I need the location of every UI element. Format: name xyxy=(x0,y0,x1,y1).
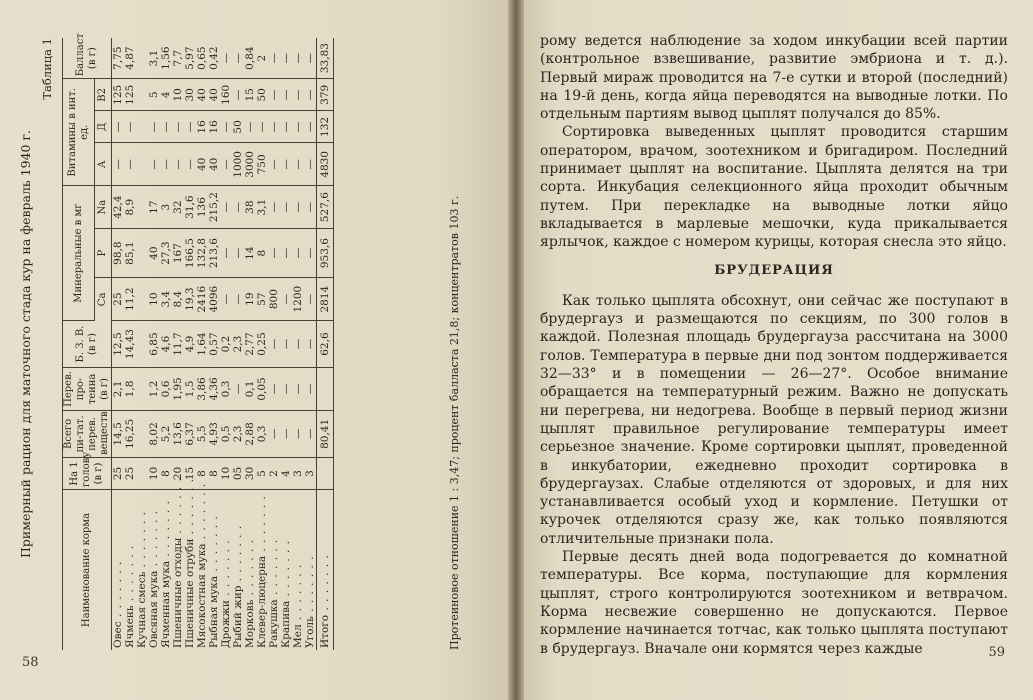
table-cell: 14,5 xyxy=(112,410,125,457)
table-cell: — xyxy=(304,38,317,79)
table-cell: — xyxy=(232,368,244,411)
table-cell: 379 xyxy=(317,79,334,111)
table-cell: 8,9 xyxy=(124,186,136,229)
feed-name: Дрожжи xyxy=(220,600,232,648)
table-cell: 40 xyxy=(208,143,220,186)
table-total-row xyxy=(317,38,334,650)
table-cell: 1,95 xyxy=(172,368,184,411)
table-cell: 16 xyxy=(196,111,208,143)
table-cell: 10 xyxy=(148,457,160,489)
table-row xyxy=(292,38,304,650)
table-cell: 5 xyxy=(256,457,268,489)
table-cell: 0,65 xyxy=(196,38,208,79)
table-cell: 2,88 xyxy=(244,410,256,457)
table-cell: 166,5 xyxy=(184,229,196,278)
leader-dots: . . . . . . . xyxy=(268,538,280,600)
table-cell: 4,9 xyxy=(184,321,196,368)
feed-name-cell xyxy=(184,477,196,650)
table-cell: 85,1 xyxy=(124,229,136,278)
table-cell: — xyxy=(304,278,317,321)
table-cell: — xyxy=(184,111,196,143)
table-cell: — xyxy=(220,278,232,321)
table-cell xyxy=(317,457,334,489)
header-vit-b2: В2 xyxy=(95,79,112,111)
table-cell: 4,36 xyxy=(208,368,220,411)
leader-dots: . . . . . . . xyxy=(172,477,184,538)
table-cell: 5,2 xyxy=(160,410,172,457)
feed-name: Мясокостная мука xyxy=(196,543,208,648)
feed-name: Мел xyxy=(292,624,304,648)
table-cell: 80,41 xyxy=(317,410,334,457)
leader-dots: . . . . . . . xyxy=(319,554,331,615)
table-cell: 0,3 xyxy=(220,368,232,411)
paragraph-4: Первые десять дней вода подогревается до комнатной температуры. Все корма, поступающие для кормления цыплят, строго контролируются зоотехником и ветврачом. Корма несвежие совершенно не допускаются. Первое кормление начинается тотчас, как только цыплята поступают в брудергауз. Вначале они кормятся через каждые xyxy=(540,549,1008,657)
table-cell: 2 xyxy=(256,38,268,79)
feed-name-cell xyxy=(220,490,232,650)
table-cell: 0,25 xyxy=(256,321,268,368)
table-cell: — xyxy=(304,410,317,457)
leader-dots: . . . . . . . xyxy=(112,560,124,622)
table-cell: — xyxy=(268,410,280,457)
table-cell: — xyxy=(268,321,280,368)
table-cell: — xyxy=(280,38,292,79)
paragraph-2: Сортировка выведенных цыплят проводится старшим оператором, врачом, зоотехником и бригадиром. Последний принимает цыплят на воспитание. Цыплята делятся на три сорта. Инкубация селекционного яйца проходит обычным путем. При перекладке на выводные лотки яйцо вкладывается в марлевые мешочки, куда прикалывается ярлычок, каждое с номером курицы, которая снесла это яйцо. xyxy=(540,124,1008,251)
table-cell: 10 xyxy=(148,278,160,321)
table-cell xyxy=(136,410,148,457)
feed-name-cell xyxy=(196,482,208,650)
header-vitamins: Витамины в инт. ед. xyxy=(63,79,95,186)
table-cell: 4 xyxy=(280,457,292,489)
table-cell: — xyxy=(112,143,125,186)
table-cell: 3,1 xyxy=(256,186,268,229)
table-cell: — xyxy=(124,111,136,143)
table-cell: 98,8 xyxy=(112,229,125,278)
feed-name: Ячмень xyxy=(124,605,136,648)
leader-dots: . . . . . . . xyxy=(232,524,244,586)
table-cell: — xyxy=(268,368,280,411)
feed-name: Клевер-люцерна xyxy=(256,555,268,648)
table-cell: 12,5 xyxy=(112,321,125,368)
table-cell: 1,8 xyxy=(124,368,136,411)
feed-name: Ячменная мука xyxy=(160,560,172,648)
table-cell: 11,7 xyxy=(172,321,184,368)
table-cell: 3,1 xyxy=(148,38,160,79)
feed-name-cell xyxy=(160,490,172,650)
table-cell: — xyxy=(244,111,256,143)
table-cell: 50 xyxy=(256,79,268,111)
table-cell: 8,02 xyxy=(148,410,160,457)
table-cell: 15 xyxy=(244,79,256,111)
table-cell: 42,4 xyxy=(112,186,125,229)
leader-dots: . . . . . . . xyxy=(292,563,304,625)
leader-dots: . . . . . . . xyxy=(208,515,220,576)
table-row xyxy=(196,38,208,650)
table-cell: 136 xyxy=(196,186,208,229)
table-cell: 1,64 xyxy=(196,321,208,368)
table-cell: 40 xyxy=(208,79,220,111)
table-cell: 750 xyxy=(256,143,268,186)
table-cell: 10 xyxy=(172,79,184,111)
table-cell: 14 xyxy=(244,229,256,278)
table-row xyxy=(136,38,148,650)
header-minerals: Минеральные в мг xyxy=(63,186,95,321)
table-cell: 160 xyxy=(220,79,232,111)
header-bvv: Б. З. В. (в г) xyxy=(63,321,112,368)
table-cell xyxy=(136,368,148,411)
table-cell: — xyxy=(304,321,317,368)
feed-name-cell xyxy=(256,490,268,650)
table-row xyxy=(256,38,268,650)
leader-dots: . . . . . . . xyxy=(196,482,208,544)
leader-dots: . . . . . . . xyxy=(124,544,136,606)
table-cell: 2,1 xyxy=(112,368,125,411)
table-cell: — xyxy=(172,111,184,143)
table-cell: 16 xyxy=(208,111,220,143)
table-cell: — xyxy=(292,79,304,111)
table-cell xyxy=(136,457,148,489)
table-cell: 953,6 xyxy=(317,229,334,278)
header-ballast: Балласт (в г) xyxy=(63,38,112,79)
table-cell: 215,2 xyxy=(208,186,220,229)
feed-name: Пшеничные отруби xyxy=(184,538,196,648)
table-cell: 2 xyxy=(268,457,280,489)
table-cell: 800 xyxy=(268,278,280,321)
table-cell: 05 xyxy=(232,457,244,489)
table-cell: 57 xyxy=(256,278,268,321)
table-row xyxy=(232,38,244,650)
table-cell: — xyxy=(256,111,268,143)
feed-name-cell xyxy=(208,490,220,650)
table-cell: 8 xyxy=(160,457,172,489)
table-cell: — xyxy=(220,143,232,186)
table-cell: 0,05 xyxy=(256,368,268,411)
feed-name: Крапива xyxy=(280,600,292,648)
header-per-head: На 1 голову (в г) xyxy=(63,457,112,489)
table-cell: — xyxy=(232,229,244,278)
leader-dots: . . . . . . . xyxy=(160,500,172,561)
feed-name: Овсяная мука xyxy=(148,570,160,648)
table-cell xyxy=(136,143,148,186)
leader-dots: . . . . . . . xyxy=(256,495,268,556)
table-cell: — xyxy=(292,321,304,368)
table-cell: 19,3 xyxy=(184,278,196,321)
table-cell: 3 xyxy=(304,457,317,489)
table-cell: 2,3 xyxy=(232,321,244,368)
table-cell: 1,56 xyxy=(160,38,172,79)
table-cell: 0,2 xyxy=(220,321,232,368)
table-row xyxy=(172,38,184,650)
feed-name-cell xyxy=(136,490,148,650)
table-row xyxy=(304,38,317,650)
table-row xyxy=(244,38,256,650)
table-cell: 7,75 xyxy=(112,38,125,79)
feed-name-cell xyxy=(280,490,292,650)
table-cell: 1200 xyxy=(292,278,304,321)
ration-table xyxy=(62,33,334,650)
table-cell: 40 xyxy=(148,229,160,278)
table-row xyxy=(112,38,125,650)
table-cell: — xyxy=(268,229,280,278)
table-cell: 0,3 xyxy=(256,410,268,457)
table-cell: 27,3 xyxy=(160,229,172,278)
table-row xyxy=(208,38,220,650)
table-cell: 125 xyxy=(112,79,125,111)
table-cell: — xyxy=(160,143,172,186)
table-cell: — xyxy=(292,143,304,186)
header-feed-name: Наименование корма xyxy=(63,490,112,650)
table-cell: 2,77 xyxy=(244,321,256,368)
table-cell: — xyxy=(292,229,304,278)
feed-name-cell xyxy=(292,490,304,650)
table-cell: 1000 xyxy=(232,143,244,186)
feed-name-cell xyxy=(112,490,125,650)
table-cell: 25 xyxy=(112,457,125,489)
table-row xyxy=(160,38,172,650)
feed-name: Рыбная мука xyxy=(208,575,220,648)
table-cell: 8 xyxy=(196,457,208,489)
table-cell: — xyxy=(268,111,280,143)
table-cell: — xyxy=(280,368,292,411)
feed-name: Пшеничные отходы xyxy=(172,537,184,648)
table-cell: 50 xyxy=(232,111,244,143)
table-cell: 4,93 xyxy=(208,410,220,457)
section-heading: БРУДЕРАЦИЯ xyxy=(714,262,834,278)
table-cell: 25 xyxy=(124,457,136,489)
table-cell: 15 xyxy=(184,457,196,489)
table-cell: — xyxy=(220,111,232,143)
table-cell: 14,43 xyxy=(124,321,136,368)
table-row xyxy=(124,38,136,650)
page-number-left: 58 xyxy=(22,655,39,670)
table-cell: 25 xyxy=(112,278,125,321)
table-footnote: Протеиновое отношение 1 : 3,47; процент балласта 21,8; концентратов 103 г. xyxy=(448,195,461,650)
feed-name: Итого xyxy=(319,614,331,648)
table-cell: 16,25 xyxy=(124,410,136,457)
table-cell: 3,4 xyxy=(160,278,172,321)
leader-dots: . . . . . . . xyxy=(136,510,148,572)
table-cell: — xyxy=(292,368,304,411)
feed-name-cell xyxy=(304,490,317,650)
feed-name: Уголь xyxy=(304,616,316,648)
rotated-table-block xyxy=(18,33,473,650)
leader-dots: . . . . . . . xyxy=(304,555,316,617)
feed-name-cell xyxy=(148,490,160,650)
table-cell: 0,1 xyxy=(244,368,256,411)
table-cell: — xyxy=(124,143,136,186)
table-cell: 8 xyxy=(208,457,220,489)
header-vit-d: Д xyxy=(95,111,112,143)
paragraph-1: рому ведется наблюдение за ходом инкубации всей партии (контрольное взвешивание, развитие эмбриона и т. д.). Первый мираж проводится на 7-е сутки и второй (последний) на 19-й день, когда яйца переводятся на выводные лотки. По отдельным партиям вывод цыплят получался до 85%. xyxy=(540,33,1008,123)
table-cell: 8,4 xyxy=(172,278,184,321)
table-cell: 17 xyxy=(148,186,160,229)
feed-name: Кучная смесь xyxy=(136,571,148,648)
header-na: Na xyxy=(95,186,112,229)
table-cell xyxy=(136,38,148,79)
table-cell: — xyxy=(304,229,317,278)
feed-name-cell xyxy=(268,490,280,650)
table-row xyxy=(268,38,280,650)
table-cell: — xyxy=(292,38,304,79)
table-cell: — xyxy=(160,111,172,143)
table-cell: 31,6 xyxy=(184,186,196,229)
table-cell: 20 xyxy=(172,457,184,489)
feed-name-cell xyxy=(232,490,244,650)
table-cell: — xyxy=(148,111,160,143)
table-cell xyxy=(317,368,334,411)
table-cell: 4,87 xyxy=(124,38,136,79)
table-cell: 7,7 xyxy=(172,38,184,79)
table-cell: 0,84 xyxy=(244,38,256,79)
feed-name: Овес xyxy=(112,621,124,648)
table-cell xyxy=(136,321,148,368)
table-cell: — xyxy=(292,111,304,143)
table-cell: 3000 xyxy=(244,143,256,186)
table-cell: 40 xyxy=(196,143,208,186)
paragraph-3: Как только цыплята обсохнут, они сейчас же поступают в брудергауз и размещаются по секциям, по 300 голов в каждой. Полезная площадь брудергауза рассчитана на 3000 голов. Температура в первые дни под зонтом поддерживается 32—33° и в помещении — 26—27°. Особое внимание обращается на температурный режим. Важно не допускать ни перегрева, ни недогрева. Вообще в первый период жизни цыплят правильное регулирование температуры имеет серьезное значение. Кроме сортировки цыплят, проведенной в инкубатории, ежедневно проходит сортировка в брудергаузах. Слабые отделяются от здоровых, и для них устанавливается особый уход и кормление. Петушки от курочек отделяются сразу же, как только появляются отличительные признаки пола. xyxy=(540,292,1008,547)
book-gutter xyxy=(508,0,524,700)
feed-name-cell xyxy=(124,490,136,650)
table-cell: 5,5 xyxy=(196,410,208,457)
header-vit-a: А xyxy=(95,143,112,186)
table-cell: — xyxy=(280,229,292,278)
table-cell: 8 xyxy=(256,229,268,278)
table-cell: 0,5 xyxy=(220,410,232,457)
table-cell: — xyxy=(232,278,244,321)
table-row xyxy=(220,38,232,650)
table-cell: 4 xyxy=(160,79,172,111)
leader-dots: . . . . . . . xyxy=(184,477,196,539)
table-cell xyxy=(136,79,148,111)
table-cell: 2814 xyxy=(317,278,334,321)
table-cell: — xyxy=(304,111,317,143)
table-cell xyxy=(136,186,148,229)
table-cell: 0,42 xyxy=(208,38,220,79)
table-cell: 125 xyxy=(124,79,136,111)
leader-dots: . . . . . . . xyxy=(220,539,232,601)
table-cell: — xyxy=(292,186,304,229)
table-cell: 5 xyxy=(148,79,160,111)
table-row xyxy=(280,38,292,650)
table-cell: — xyxy=(232,79,244,111)
table-cell: — xyxy=(268,143,280,186)
table-cell: — xyxy=(280,278,292,321)
table-cell: — xyxy=(268,186,280,229)
header-protein: Перев. про-теина (в г) xyxy=(63,368,112,411)
table-cell: 33,83 xyxy=(317,38,334,79)
table-cell: — xyxy=(112,111,125,143)
table-cell: — xyxy=(232,186,244,229)
feed-name: Морковь xyxy=(244,599,256,648)
table-cell xyxy=(136,278,148,321)
table-cell: — xyxy=(280,79,292,111)
table-cell: 527,6 xyxy=(317,186,334,229)
leader-dots: . . . . . . . xyxy=(280,539,292,601)
feed-name-cell xyxy=(244,490,256,650)
table-cell: — xyxy=(304,186,317,229)
table-cell: — xyxy=(280,186,292,229)
table-cell: — xyxy=(220,38,232,79)
table-cell: — xyxy=(184,143,196,186)
table-cell: 167 xyxy=(172,229,184,278)
page-number-right: 59 xyxy=(988,645,1005,660)
table-cell: — xyxy=(268,38,280,79)
table-label: Таблица 1 xyxy=(40,38,54,100)
right-page-text xyxy=(540,32,1008,658)
table-cell: 10 xyxy=(220,457,232,489)
table-cell: — xyxy=(148,143,160,186)
leader-dots: . . . . . . . xyxy=(148,509,160,571)
table-cell: 13,6 xyxy=(172,410,184,457)
table-cell: — xyxy=(280,321,292,368)
table-cell: 0,6 xyxy=(160,368,172,411)
table-cell: 3,86 xyxy=(196,368,208,411)
feed-name: Ракушка xyxy=(268,599,280,648)
table-cell: 0,57 xyxy=(208,321,220,368)
table-cell: 5,97 xyxy=(184,38,196,79)
table-title: Примерный рацион для маточного стада кур на февраль 1940 г. xyxy=(18,130,33,558)
table-row xyxy=(184,38,196,650)
table-cell: 4,6 xyxy=(160,321,172,368)
table-cell: — xyxy=(280,111,292,143)
header-ca: Ca xyxy=(95,278,112,321)
table-cell: — xyxy=(280,143,292,186)
table-cell: 19 xyxy=(244,278,256,321)
feed-name-cell xyxy=(317,490,334,650)
table-cell: 3 xyxy=(160,186,172,229)
table-cell: 30 xyxy=(184,79,196,111)
table-body xyxy=(112,38,334,650)
table-cell: — xyxy=(304,143,317,186)
table-cell xyxy=(136,229,148,278)
table-cell: 6,37 xyxy=(184,410,196,457)
table-cell: — xyxy=(232,38,244,79)
table-cell: 4830 xyxy=(317,143,334,186)
table-cell: 213,6 xyxy=(208,229,220,278)
table-cell: 132 xyxy=(317,111,334,143)
leader-dots: . . . . . . . xyxy=(244,538,256,600)
table-cell: — xyxy=(220,229,232,278)
table-cell: — xyxy=(304,79,317,111)
table-cell: — xyxy=(268,79,280,111)
table-cell: — xyxy=(172,143,184,186)
feed-name-cell xyxy=(172,477,184,650)
table-cell: — xyxy=(280,410,292,457)
table-cell: 11,2 xyxy=(124,278,136,321)
table-cell: 1,5 xyxy=(184,368,196,411)
table-cell: — xyxy=(304,368,317,411)
table-cell: 2416 xyxy=(196,278,208,321)
table-cell: — xyxy=(292,410,304,457)
header-p: P xyxy=(95,229,112,278)
table-cell: 32 xyxy=(172,186,184,229)
table-cell: 3 xyxy=(292,457,304,489)
feed-name: Рыбий жир xyxy=(232,585,244,648)
table-cell: 4096 xyxy=(208,278,220,321)
table-cell: 62,6 xyxy=(317,321,334,368)
table-cell: 38 xyxy=(244,186,256,229)
table-cell xyxy=(136,111,148,143)
table-cell: — xyxy=(220,186,232,229)
header-total-dm: Всего пи-тат. перев. веществ xyxy=(63,410,112,457)
table-cell: 30 xyxy=(244,457,256,489)
table-cell: 132,8 xyxy=(196,229,208,278)
table-cell: 2,3 xyxy=(232,410,244,457)
table-cell: 6,85 xyxy=(148,321,160,368)
table-cell: 40 xyxy=(196,79,208,111)
table-row xyxy=(148,38,160,650)
table-cell: 1,2 xyxy=(148,368,160,411)
